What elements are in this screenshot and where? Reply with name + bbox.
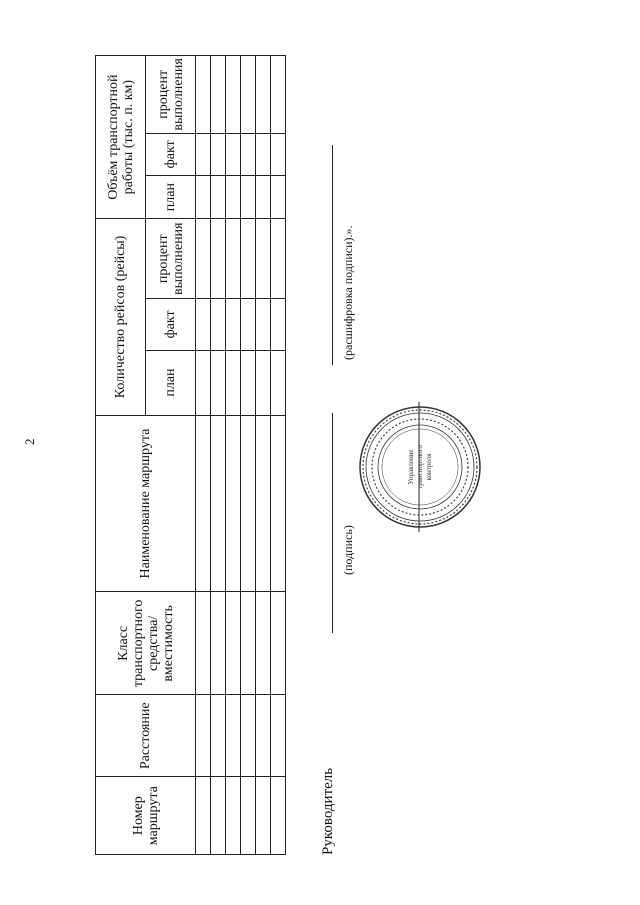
- table-cell: [196, 592, 211, 695]
- table-cell: [211, 56, 226, 134]
- table-cell: [271, 219, 286, 299]
- table-cell: [241, 133, 256, 175]
- header-trips-fact: факт: [146, 299, 196, 350]
- header-trips-plan: план: [146, 350, 196, 415]
- header-transport-percent: процент выполнения: [146, 56, 196, 134]
- page-number: 2: [22, 438, 37, 445]
- table-cell: [226, 350, 241, 415]
- header-route-number: Номер маршрута: [96, 777, 196, 855]
- transport-report-table: [95, 55, 286, 855]
- table-cell: [196, 299, 211, 350]
- signature-caption: (подпись): [341, 525, 355, 575]
- table-cell: [211, 219, 226, 299]
- table-cell: [256, 350, 271, 415]
- table-cell: [256, 299, 271, 350]
- table-cell: [271, 56, 286, 134]
- table-cell: [271, 777, 286, 855]
- table-cell: [211, 299, 226, 350]
- table-cell: [196, 219, 211, 299]
- table-row: [271, 56, 286, 855]
- header-distance: Расстояние: [96, 695, 196, 777]
- header-route-name: Наименование маршрута: [96, 415, 196, 592]
- header-transport-fact: факт: [146, 133, 196, 175]
- table-row: [226, 56, 241, 855]
- table-cell: [226, 175, 241, 218]
- table-cell: [256, 175, 271, 218]
- table-cell: [271, 695, 286, 777]
- table-cell: [211, 350, 226, 415]
- table-cell: [256, 592, 271, 695]
- table-cell: [241, 415, 256, 592]
- table-cell: [241, 592, 256, 695]
- table-cell: [256, 56, 271, 134]
- svg-text:Управление: Управление: [407, 449, 415, 485]
- table-cell: [271, 350, 286, 415]
- table-cell: [211, 415, 226, 592]
- table-cell: [256, 133, 271, 175]
- table-cell: [271, 175, 286, 218]
- header-trips-group: Количество рейсов (рейсы): [96, 219, 146, 415]
- table-cell: [256, 695, 271, 777]
- header-trips-percent: процент выполнения: [146, 219, 196, 299]
- table-cell: [226, 777, 241, 855]
- table-cell: [211, 777, 226, 855]
- table-cell: [196, 56, 211, 134]
- table-cell: [211, 695, 226, 777]
- table-cell: [226, 219, 241, 299]
- table-cell: [241, 350, 256, 415]
- table-cell: [196, 350, 211, 415]
- table-cell: [226, 592, 241, 695]
- table-cell: [226, 133, 241, 175]
- header-vehicle-class: Класс транспортного средства/ вместимость: [96, 592, 196, 695]
- table-cell: [196, 133, 211, 175]
- table-cell: [241, 175, 256, 218]
- table-cell: [241, 219, 256, 299]
- table-cell: [196, 777, 211, 855]
- table-cell: [256, 219, 271, 299]
- table-cell: [241, 56, 256, 134]
- table-cell: [241, 777, 256, 855]
- table-cell: [271, 415, 286, 592]
- decode-caption: (расшифровка подписи).».: [341, 225, 355, 360]
- table-cell: [241, 695, 256, 777]
- table-cell: [256, 415, 271, 592]
- table-cell: [271, 592, 286, 695]
- table-cell: [196, 695, 211, 777]
- table-row: [241, 56, 256, 855]
- svg-text:контроля: контроля: [425, 453, 433, 481]
- table-cell: [211, 133, 226, 175]
- table-cell: [241, 299, 256, 350]
- head-label: Руководитель: [320, 767, 336, 855]
- table-row: [256, 56, 271, 855]
- decode-line: [332, 145, 333, 365]
- table-cell: [196, 415, 211, 592]
- table-cell: [271, 299, 286, 350]
- signature-line: [332, 413, 333, 633]
- table-row: [211, 56, 226, 855]
- header-transport-group: Объём транспортной работы (тыс. п. км): [96, 56, 146, 219]
- svg-text:транспортного: транспортного: [416, 445, 424, 489]
- table-cell: [211, 175, 226, 218]
- table-cell: [211, 592, 226, 695]
- table-cell: [226, 56, 241, 134]
- table-cell: [271, 133, 286, 175]
- header-transport-plan: план: [146, 175, 196, 218]
- table-cell: [226, 299, 241, 350]
- table-cell: [226, 695, 241, 777]
- table-cell: [256, 777, 271, 855]
- table-cell: [196, 175, 211, 218]
- official-stamp-seal: [355, 402, 485, 532]
- table-cell: [226, 415, 241, 592]
- table-row: [196, 56, 211, 855]
